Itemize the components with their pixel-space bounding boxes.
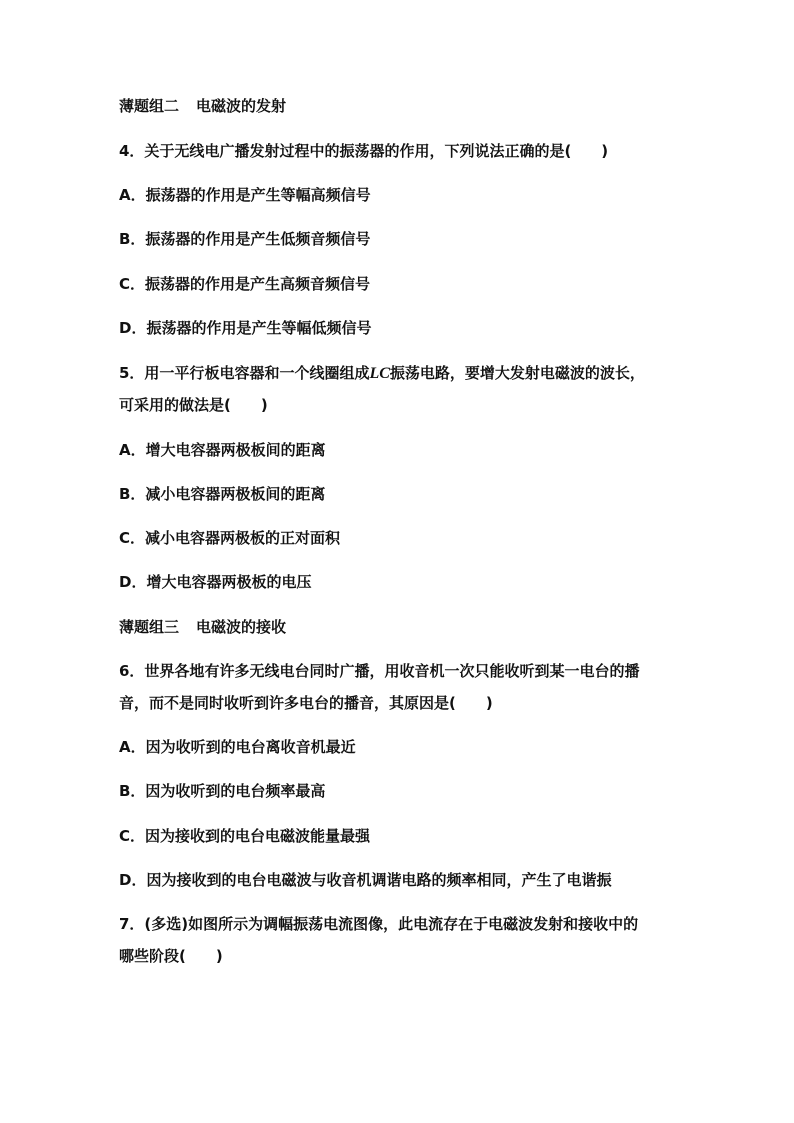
section-title: 电磁波的发射 xyxy=(196,97,287,115)
question-5-option-b: B．减小电容器两极板间的距离 xyxy=(119,485,326,503)
question-6-option-c: C．因为接收到的电台电磁波能量最强 xyxy=(119,827,371,845)
question-7-stem-line2: 哪些阶段( ) xyxy=(119,947,223,965)
question-6-stem-line1: 6．世界各地有许多无线电台同时广播，用收音机一次只能收听到某一电台的播 xyxy=(119,662,640,680)
question-6-stem-line2: 音，而不是同时收听到许多电台的播音，其原因是( ) xyxy=(119,694,493,712)
lc-symbol: LC xyxy=(369,365,390,382)
question-4-option-b: B．振荡器的作用是产生低频音频信号 xyxy=(119,230,371,248)
question-5-option-d: D．增大电容器两极板的电压 xyxy=(119,573,312,591)
question-7-stem-line1: 7．(多选)如图所示为调幅振荡电流图像，此电流存在于电磁波发射和接收中的 xyxy=(119,915,639,933)
question-4-stem: 4．关于无线电广播发射过程中的振荡器的作用，下列说法正确的是( ) xyxy=(119,142,609,160)
question-4-option-c: C．振荡器的作用是产生高频音频信号 xyxy=(119,275,371,293)
question-5-stem-line1 xyxy=(119,364,645,383)
section-heading-group2 xyxy=(119,97,286,115)
question-5-option-c: C．减小电容器两极板的正对面积 xyxy=(119,529,341,547)
question-5-option-a: A．增大电容器两极板间的距离 xyxy=(119,441,326,459)
question-5-stem-line2: 可采用的做法是( ) xyxy=(119,396,268,414)
question-6-option-a: A．因为收听到的电台离收音机最近 xyxy=(119,738,356,756)
section-title: 电磁波的接收 xyxy=(196,618,287,636)
section-label: 薄题组二 xyxy=(119,97,180,115)
question-6-option-b: B．因为收听到的电台频率最高 xyxy=(119,782,326,800)
section-heading-group3 xyxy=(119,618,286,636)
question-5-stem-pre: 5．用一平行板电容器和一个线圈组成 xyxy=(119,364,370,382)
question-4-option-a: A．振荡器的作用是产生等幅高频信号 xyxy=(119,186,371,204)
section-label: 薄题组三 xyxy=(119,618,180,636)
question-5-stem-post: 振荡电路，要增大发射电磁波的波长， xyxy=(389,364,645,382)
question-6-option-d: D．因为接收到的电台电磁波与收音机调谐电路的频率相同，产生了电谐振 xyxy=(119,871,612,889)
question-4-option-d: D．振荡器的作用是产生等幅低频信号 xyxy=(119,319,372,337)
